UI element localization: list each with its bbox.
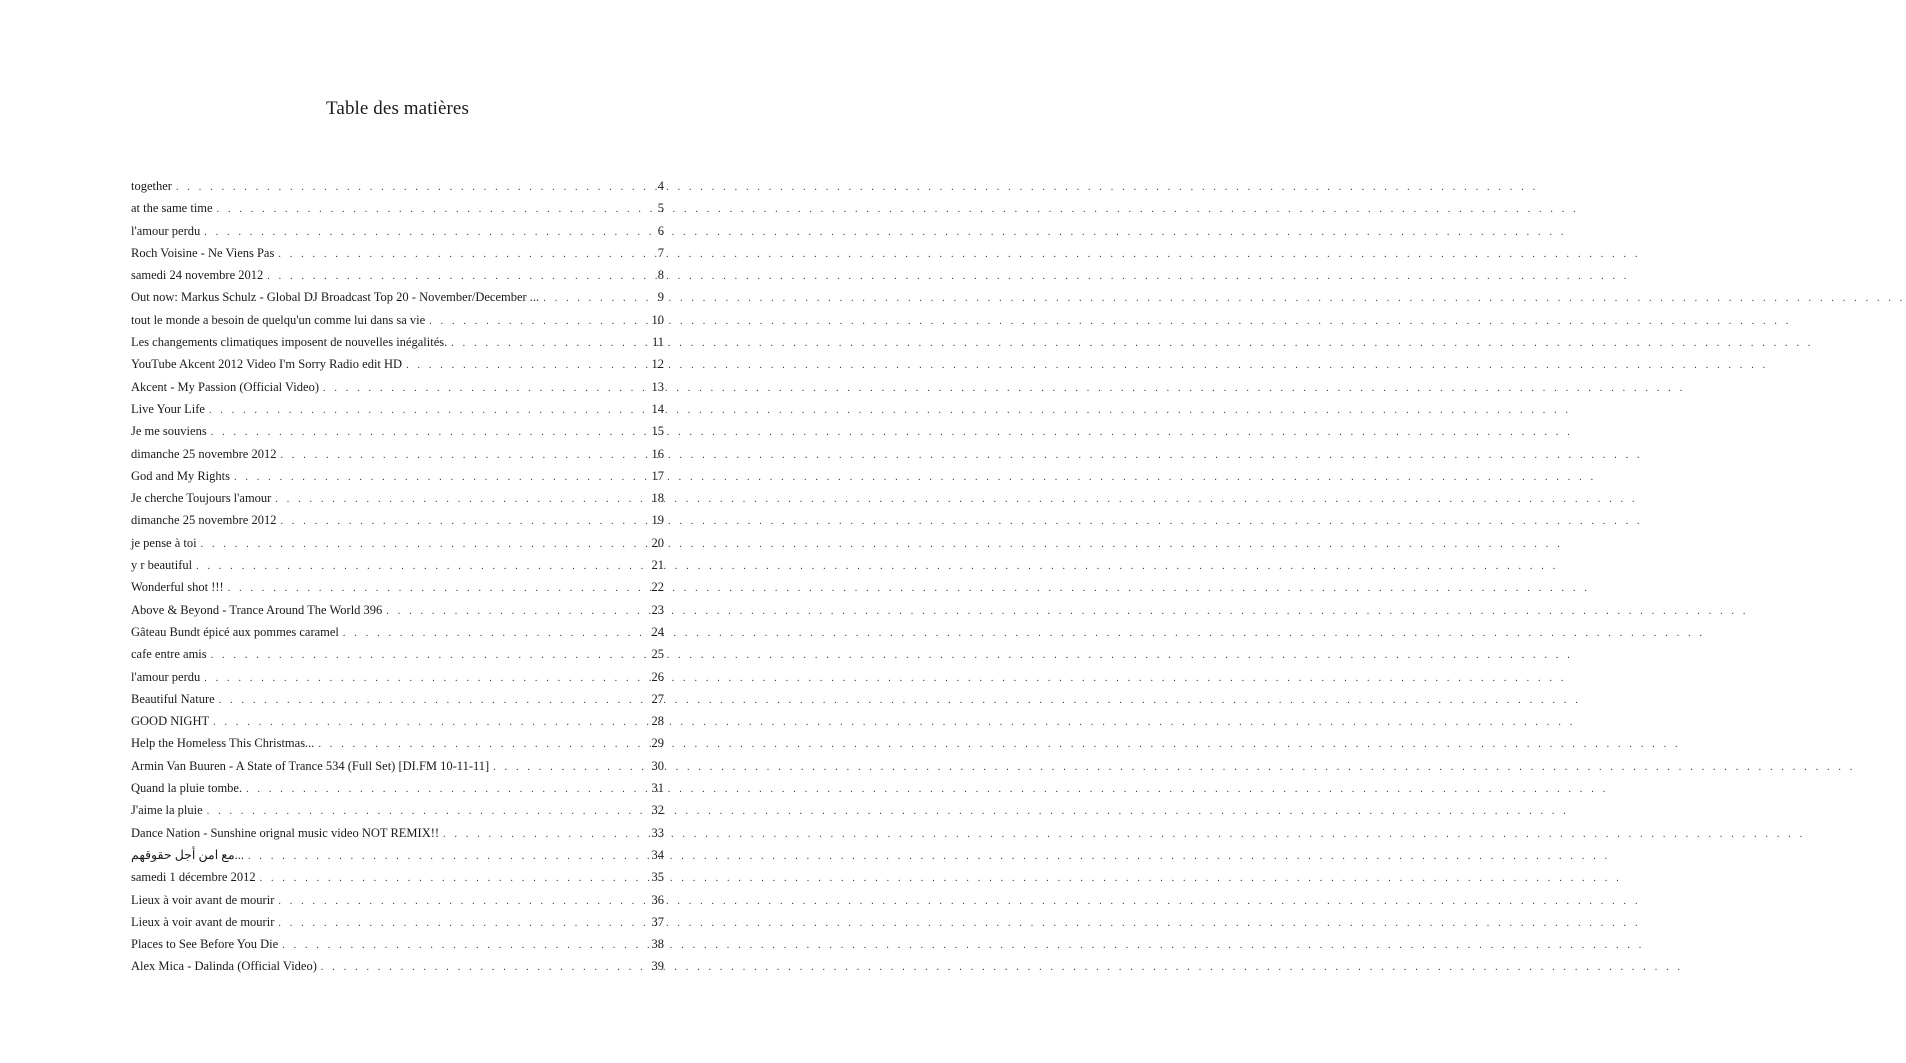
toc-entry-title: Out now: Markus Schulz - Global DJ Broadcast Top 20 - November/December ...	[131, 290, 540, 305]
dot-leader	[213, 713, 650, 732]
toc-entry-page-number: 16	[651, 446, 664, 461]
toc-entry-title: ...مع امن أجل حقوقهم	[131, 847, 245, 862]
dot-leader	[260, 869, 651, 888]
toc-entry-title: Gâteau Bundt épicé aux pommes caramel	[131, 624, 339, 639]
toc-entry[interactable]	[131, 288, 664, 310]
toc-entry[interactable]	[131, 824, 664, 846]
toc-entry[interactable]	[131, 467, 664, 489]
toc-entry-page-number: 34	[651, 847, 664, 862]
dot-leader	[211, 646, 651, 665]
dot-leader	[280, 512, 650, 531]
dot-leader	[318, 735, 650, 754]
toc-entry-page-number: 27	[651, 691, 664, 706]
dot-leader	[278, 914, 650, 933]
toc-entry-title: Places to See Before You Die	[131, 937, 279, 952]
dot-leader	[451, 334, 651, 353]
dot-leader	[204, 669, 650, 688]
toc-entry-page-number: 11	[651, 335, 664, 350]
toc-entry[interactable]	[131, 712, 664, 734]
dot-leader	[176, 178, 657, 197]
toc-entry-page-number: 38	[651, 937, 664, 952]
toc-entry-title: Lieux à voir avant de mourir	[131, 892, 275, 907]
toc-entry[interactable]	[131, 779, 664, 801]
toc-entry[interactable]	[131, 534, 664, 556]
dot-leader	[278, 892, 650, 911]
dot-leader	[204, 223, 657, 242]
dot-leader	[246, 780, 650, 799]
dot-leader	[267, 267, 656, 286]
toc-entry-page-number: 9	[657, 290, 664, 305]
toc-entry-page-number: 24	[651, 624, 664, 639]
toc-entry-title: Je cherche Toujours l'amour	[131, 491, 272, 506]
toc-entry-title: Roch Voisine - Ne Viens Pas	[131, 245, 275, 260]
toc-entry[interactable]	[131, 400, 664, 422]
toc-entry-title: Beautiful Nature	[131, 691, 215, 706]
toc-entry[interactable]	[131, 891, 664, 913]
toc-entry-page-number: 21	[651, 558, 664, 573]
toc-entry[interactable]	[131, 355, 664, 377]
toc-entry-page-number: 22	[651, 580, 664, 595]
toc-entry-title: J'aime la pluie	[131, 803, 203, 818]
dot-leader	[248, 847, 650, 866]
toc-entry-page-number: 14	[651, 401, 664, 416]
dot-leader	[282, 936, 650, 955]
toc-entry-title: samedi 1 décembre 2012	[131, 870, 256, 885]
toc-entry[interactable]	[131, 734, 664, 756]
toc-entry[interactable]	[131, 177, 664, 199]
toc-entry-title: Above & Beyond - Trance Around The World 396	[131, 602, 383, 617]
dot-leader	[321, 958, 651, 977]
toc-entry-title: YouTube Akcent 2012 Video I'm Sorry Radio edit HD	[131, 357, 403, 372]
dot-leader	[219, 691, 651, 710]
toc-entry-title: Dance Nation - Sunshine orignal music video NOT REMIX!!	[131, 825, 440, 840]
toc-entry-title: Je me souviens	[131, 424, 207, 439]
toc-entry-page-number: 33	[651, 825, 664, 840]
toc-entry[interactable]	[131, 578, 664, 600]
dot-leader	[217, 200, 657, 219]
dot-leader	[209, 401, 651, 420]
toc-entry-page-number: 36	[651, 892, 664, 907]
toc-entry-page-number: 25	[651, 647, 664, 662]
document-page	[0, 0, 795, 1063]
dot-leader	[343, 624, 651, 643]
toc-entry-title: God and My Rights	[131, 468, 230, 483]
toc-entry[interactable]	[131, 601, 664, 623]
toc-entry-page-number: 29	[651, 736, 664, 751]
dot-leader	[543, 289, 657, 308]
toc-entry-title: Akcent - My Passion (Official Video)	[131, 379, 319, 394]
dot-leader	[280, 446, 650, 465]
dot-leader	[275, 490, 650, 509]
toc-entry-title: dimanche 25 novembre 2012	[131, 446, 277, 461]
toc-entry-title: Help the Homeless This Christmas...	[131, 736, 315, 751]
toc-entry-title: je pense à toi	[131, 535, 197, 550]
toc-entry-page-number: 20	[651, 535, 664, 550]
dot-leader	[278, 245, 656, 264]
toc-entry[interactable]	[131, 333, 664, 355]
toc-entry[interactable]	[131, 623, 664, 645]
toc-entry-title: cafe entre amis	[131, 647, 207, 662]
toc-entry-title: Les changements climatiques imposent de nouvelles inégalités.	[131, 335, 448, 350]
toc-entry[interactable]	[131, 556, 664, 578]
dot-leader	[201, 535, 651, 554]
toc-entry-title: dimanche 25 novembre 2012	[131, 513, 277, 528]
toc-entry[interactable]	[131, 801, 664, 823]
toc-entry-title: Quand la pluie tombe.	[131, 781, 243, 796]
toc-entry-page-number: 7	[657, 245, 664, 260]
toc-entry[interactable]	[131, 645, 664, 667]
toc-entry-page-number: 15	[651, 424, 664, 439]
page-title: Table des matières	[326, 98, 469, 119]
dot-leader	[207, 802, 651, 821]
toc-entry[interactable]	[131, 957, 664, 979]
toc-entry[interactable]	[131, 378, 664, 400]
toc-entry-page-number: 30	[651, 758, 664, 773]
toc-entry-page-number: 39	[651, 959, 664, 974]
toc-entry-page-number: 26	[651, 669, 664, 684]
toc-entry-page-number: 12	[651, 357, 664, 372]
dot-leader	[234, 468, 651, 487]
dot-leader	[386, 602, 650, 621]
toc-entry[interactable]	[131, 311, 664, 333]
toc-entry[interactable]	[131, 489, 664, 511]
toc-entry[interactable]	[131, 846, 664, 868]
toc-entry[interactable]	[131, 757, 664, 779]
toc-entry[interactable]	[131, 422, 664, 444]
dot-leader	[228, 579, 651, 598]
toc-entry-title: tout le monde a besoin de quelqu'un comme lui dans sa vie	[131, 312, 426, 327]
toc-entry-page-number: 6	[657, 223, 664, 238]
toc-entry-title: GOOD NIGHT	[131, 714, 210, 729]
toc-entry[interactable]	[131, 222, 664, 244]
toc-entry-title: l'amour perdu	[131, 669, 201, 684]
dot-leader	[406, 356, 650, 375]
toc-entry-title: Lieux à voir avant de mourir	[131, 914, 275, 929]
toc-entry-title: Wonderful shot !!!	[131, 580, 224, 595]
toc-entry[interactable]	[131, 935, 664, 957]
toc-entry-title: y r beautiful	[131, 558, 193, 573]
toc-entry[interactable]	[131, 244, 664, 266]
toc-entry-page-number: 23	[651, 602, 664, 617]
dot-leader	[211, 423, 651, 442]
toc-entry[interactable]	[131, 199, 664, 221]
toc-entry-page-number: 28	[651, 714, 664, 729]
toc-entry-page-number: 8	[657, 268, 664, 283]
toc-entry-page-number: 31	[651, 781, 664, 796]
toc-entry-title: samedi 24 novembre 2012	[131, 268, 264, 283]
dot-leader	[493, 758, 650, 777]
toc-entry-page-number: 18	[651, 491, 664, 506]
toc-entry-title: Live Your Life	[131, 401, 205, 416]
toc-entry-title: Alex Mica - Dalinda (Official Video)	[131, 959, 317, 974]
dot-leader	[196, 557, 650, 576]
toc-entry-title: together	[131, 179, 172, 193]
toc-entry-page-number: 37	[651, 914, 664, 929]
table-of-contents	[131, 177, 664, 980]
toc-entry[interactable]	[131, 913, 664, 935]
dot-leader	[429, 312, 650, 331]
toc-entry[interactable]	[131, 511, 664, 533]
toc-entry[interactable]	[131, 868, 664, 890]
toc-entry-page-number: 32	[651, 803, 664, 818]
toc-entry-page-number: 35	[651, 870, 664, 885]
toc-entry[interactable]	[131, 266, 664, 288]
toc-entry-page-number: 5	[657, 201, 664, 216]
toc-entry-title: l'amour perdu	[131, 223, 201, 238]
toc-entry-page-number: 17	[651, 468, 664, 483]
dot-leader	[443, 825, 650, 844]
toc-entry-page-number: 19	[651, 513, 664, 528]
toc-entry-page-number: 10	[651, 312, 664, 327]
toc-entry-title: at the same time	[131, 201, 213, 216]
dot-leader	[323, 379, 651, 398]
toc-entry[interactable]	[131, 445, 664, 467]
toc-entry-page-number: 13	[651, 379, 664, 394]
toc-entry[interactable]	[131, 668, 664, 690]
toc-entry-page-number: 4	[657, 179, 664, 193]
toc-entry[interactable]	[131, 690, 664, 712]
toc-entry-title: Armin Van Buuren - A State of Trance 534 (Full Set) [DI.FM 10-11-11]	[131, 758, 490, 773]
